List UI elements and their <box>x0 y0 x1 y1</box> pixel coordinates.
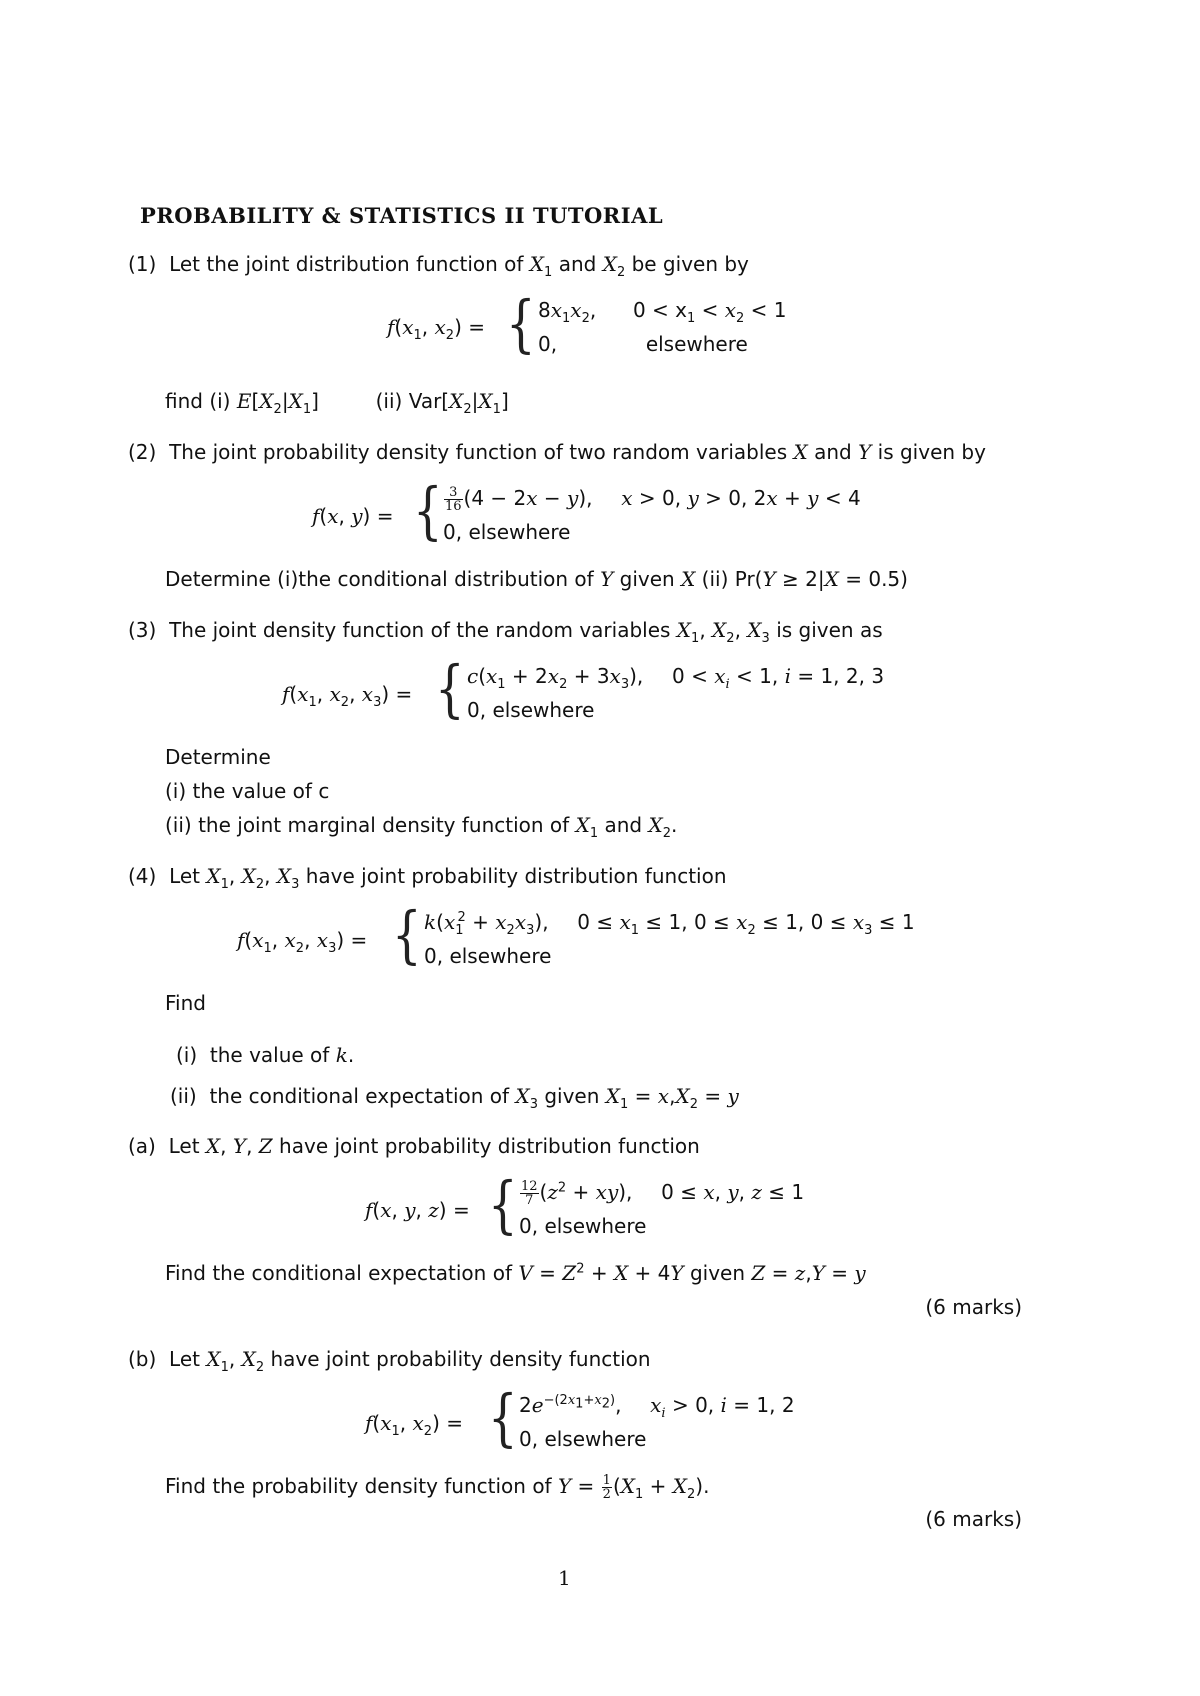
question-3-case-1: $c(x_1 + 2x_2 + 3x_3)$, $0 < x_i < 1$, i = 1, 2, 3 <box>467 664 885 692</box>
question-2-statement: (2) The joint probability density function of two random variables X and Y is given by <box>128 440 986 464</box>
question-a-case-2: 0, elsewhere <box>519 1214 647 1238</box>
question-b-case-1: $2e^{-(2x_1+x_2)}$, $x_i > 0$, i = 1, 2 <box>519 1393 795 1421</box>
question-b-label: (b) <box>128 1347 157 1371</box>
question-a-statement: (a) Let X, Y, Z have joint probability distribution function <box>128 1134 700 1158</box>
question-3-lhs: $f(x_1$, $x_2$, $x_3$) = <box>282 682 413 710</box>
question-a-marks: (6 marks) <box>925 1295 1022 1319</box>
fraction: $\frac{1}{2}$ <box>602 1473 611 1502</box>
question-3-statement: (3) The joint density function of the random variables $X_1$, $X_2$, $X_3$ is given as <box>128 618 883 646</box>
question-2-label: (2) <box>128 440 157 464</box>
question-4-statement: (4) Let $X_1$, $X_2$, $X_3$ have joint probability distribution function <box>128 864 727 892</box>
question-1-case-1: $8x_1x_2$, $0 < x_1 < x_2 < 1$ <box>538 298 787 326</box>
question-2-case-2: 0, elsewhere <box>443 520 571 544</box>
question-b-marks: (6 marks) <box>925 1507 1022 1531</box>
question-1-find: find (i) $E[X_2|X_1]$ (ii) $Var[X_2|X_1]$ <box>165 389 509 417</box>
question-2-lhs: f(x, y) = <box>312 504 394 528</box>
question-3-case-2: 0, elsewhere <box>467 698 595 722</box>
question-4-case-1: $k(x_1^2 + x_2x_3)$, $0 \le x_1 \le 1$, $0 \le x_2 \le 1$, $0 \le x_3 \le 1$ <box>424 910 915 938</box>
question-a-find: Find the conditional expectation of $V = Z^2 + X + 4Y$ given Z = z,Y = y <box>165 1261 866 1285</box>
question-2-case-1: $\frac{3}{16}$ (4 − 2x − y), x > 0, y > 0, 2x + y < 4 <box>445 485 861 514</box>
question-4-item-ii: (ii) the conditional expectation of $X_3$ given $X_1 = x,X_2 = y$ <box>170 1084 739 1112</box>
question-1-statement: (1) Let the joint distribution function of $X_1$ and $X_2$ be given by <box>128 252 749 280</box>
question-a-case-1: $\frac{12}{7}$ $(z^2 + xy)$, 0 ≤ x, y, z ≤ 1 <box>521 1179 805 1208</box>
question-b-find: Find the probability density function of Y = $\frac{1}{2}$ $(X_1 + X_2)$. <box>165 1473 710 1502</box>
question-4-label: (4) <box>128 864 157 888</box>
question-4-lhs: $f(x_1$, $x_2$, $x_3$) = <box>237 928 368 956</box>
brace: { <box>506 287 536 360</box>
brace: { <box>488 1168 518 1241</box>
question-3-item-i: (i) the value of c <box>165 779 330 803</box>
page-number: 1 <box>558 1566 571 1590</box>
question-3-determine: Determine <box>165 745 271 769</box>
brace: { <box>413 474 443 547</box>
question-b-case-2: 0, elsewhere <box>519 1427 647 1451</box>
question-3-item-ii: (ii) the joint marginal density function of $X_1$ and $X_2$. <box>165 813 678 841</box>
question-1-lhs: $f(x_1$, $x_2$) = <box>387 315 485 343</box>
question-4-item-i: (i) the value of k. <box>176 1043 355 1067</box>
question-4-find: Find <box>165 991 206 1015</box>
brace: { <box>435 652 465 725</box>
brace: { <box>488 1381 518 1454</box>
page-title: PROBABILITY & STATISTICS II TUTORIAL <box>140 203 664 228</box>
fraction: $\frac{12}{7}$ <box>521 1179 538 1208</box>
question-1-label: (1) <box>128 252 157 276</box>
question-2-determine: Determine (i)the conditional distribution of Y given X (ii) Pr(Y ≥ 2|X = 0.5) <box>165 567 908 591</box>
question-a-lhs: f(x, y, z) = <box>365 1198 470 1222</box>
brace: { <box>392 898 422 971</box>
question-b-lhs: $f(x_1$, $x_2$) = <box>365 1411 463 1439</box>
question-b-statement: (b) Let $X_1$, $X_2$ have joint probability density function <box>128 1347 651 1375</box>
fraction: $\frac{3}{16}$ <box>445 485 462 514</box>
question-3-label: (3) <box>128 618 157 642</box>
question-a-label: (a) <box>128 1134 156 1158</box>
question-4-case-2: 0, elsewhere <box>424 944 552 968</box>
question-1-case-2: 0, elsewhere <box>538 332 748 356</box>
